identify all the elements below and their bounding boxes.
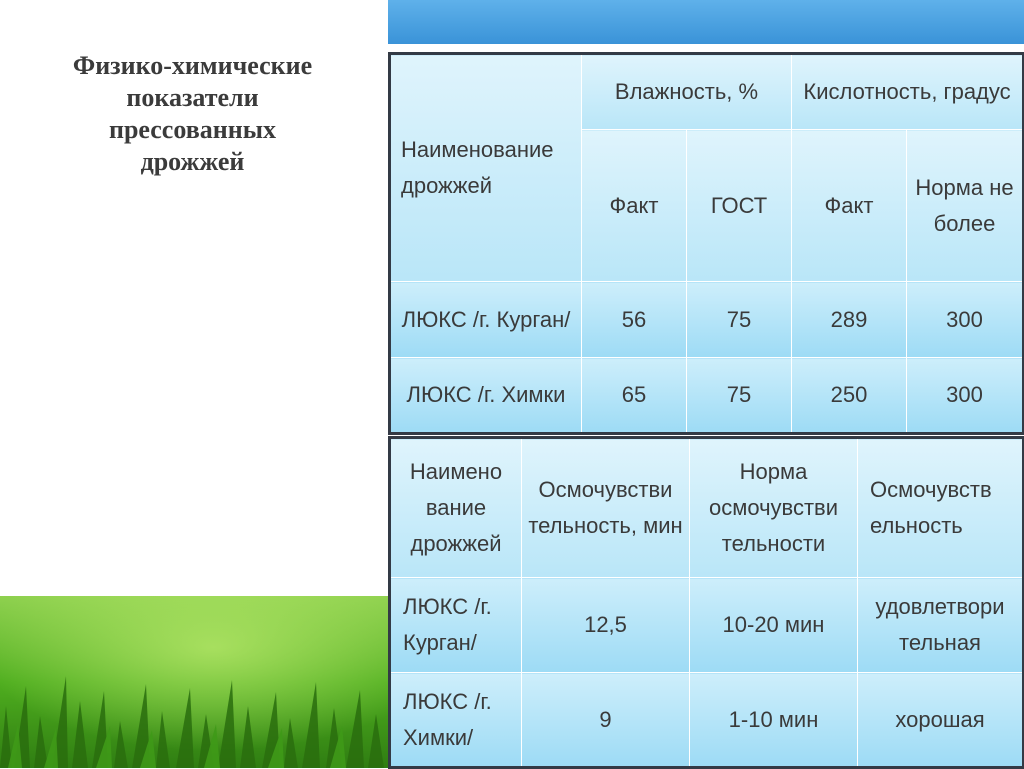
moisture-gost-header: ГОСТ <box>687 130 792 282</box>
moisture-fact-value: 56 <box>582 282 687 358</box>
moisture-gost-value: 75 <box>687 358 792 434</box>
osmo-norm: 10-20 мин <box>690 578 858 673</box>
header-osmo-rating: Осмочувств ельность <box>858 438 1024 578</box>
title-line-3: прессованных <box>108 115 277 144</box>
acidity-norm-value: 300 <box>907 358 1024 434</box>
title-line-2: показатели <box>126 83 259 112</box>
grass-decoration <box>0 596 388 768</box>
moisture-gost-value: 75 <box>687 282 792 358</box>
row-name: ЛЮКС /г. Химки <box>390 358 582 434</box>
slide-title <box>20 50 365 178</box>
row-name: ЛЮКС /г. Курган/ <box>390 282 582 358</box>
table-row <box>390 358 1024 434</box>
osmo-rating: хорошая <box>858 673 1024 768</box>
header-name: Наимено вание дрожжей <box>390 438 522 578</box>
header-sky-bar <box>388 0 1024 44</box>
osmo-value: 9 <box>522 673 690 768</box>
osmo-value: 12,5 <box>522 578 690 673</box>
acidity-fact-value: 289 <box>792 282 907 358</box>
table-row <box>390 282 1024 358</box>
header-osmo-min: Осмочувстви тельность, мин <box>522 438 690 578</box>
acidity-norm-header: Норма не более <box>907 130 1024 282</box>
table-row <box>390 673 1024 768</box>
moisture-header: Влажность, % <box>582 54 792 130</box>
acidity-norm-value: 300 <box>907 282 1024 358</box>
acidity-fact-header: Факт <box>792 130 907 282</box>
osmo-rating: удовлетвори тельная <box>858 578 1024 673</box>
acidity-header: Кислотность, градус <box>792 54 1024 130</box>
row-name: ЛЮКС /г. Химки/ <box>390 673 522 768</box>
moisture-fact-header: Факт <box>582 130 687 282</box>
acidity-fact-value: 250 <box>792 358 907 434</box>
row-name: ЛЮКС /г. Курган/ <box>390 578 522 673</box>
name-header: Наименование дрожжей <box>390 54 582 282</box>
table-row <box>390 578 1024 673</box>
title-line-4: дрожжей <box>140 147 245 176</box>
grass-image <box>0 596 388 768</box>
moisture-acidity-table <box>388 52 1024 435</box>
osmosensitivity-table <box>388 436 1024 769</box>
header-osmo-norm: Норма осмочувстви тельности <box>690 438 858 578</box>
osmo-norm: 1-10 мин <box>690 673 858 768</box>
title-line-1: Физико-химические <box>72 51 313 80</box>
moisture-fact-value: 65 <box>582 358 687 434</box>
